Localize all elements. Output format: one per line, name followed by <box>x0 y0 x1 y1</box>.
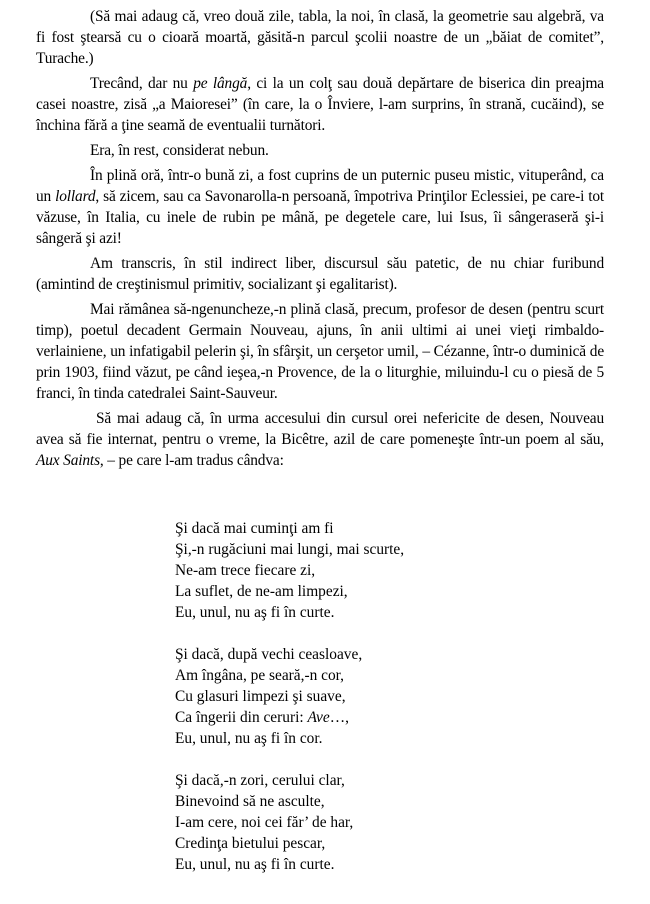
paragraph-text: Trecând, dar nu <box>90 75 194 92</box>
paragraph-text: Să mai adaug că, în urma accesului din cursul orei nefericite de desen, Nouveau avea să fie internat, pentru o vreme, la Bicêtre, azil de care pomeneşte într-un poem al său, <box>36 410 604 448</box>
poem-line-text: Ca îngerii din ceruri: <box>175 709 308 726</box>
paragraph-text: Mai rămânea să-ngenuncheze,-n plină clasă, precum, profesor de desen (pentru scurt timp), poetul decadent Germain Nouveau, ajuns, în anii ultimi ai unei vieţi rimbaldo-verlainiene, un infatigabil pelerin şi, în sfârşit, un cerşetor umil, – Cézanne, într-o duminică de prin 1903, fiind văzut, pe când ieşea,-n Provence, de la o liturghie, miluindu-l cu o piesă de 5 franci, în tinda catedralei Saint-Sauveur. <box>36 301 604 402</box>
paragraph-nouveau <box>36 299 604 404</box>
paragraph-text: Era, în rest, considerat nebun. <box>90 142 269 159</box>
paragraph-text: Am transcris, în stil indirect liber, discursul său patetic, de nu chiar furibund (amintind de creştinismul primitiv, socializant şi egalitarist). <box>36 255 604 293</box>
paragraph-transcribed <box>36 253 604 295</box>
poem-stanza-3 <box>175 770 404 875</box>
poem-line: Eu, unul, nu aş fi în curte. <box>175 604 335 621</box>
poem-stanza-1 <box>175 518 404 623</box>
poem-line: Eu, unul, nu aş fi în cor. <box>175 730 323 747</box>
poem <box>175 518 404 896</box>
paragraph-mystic <box>36 165 604 249</box>
poem-line: Credinţa bietului pescar, <box>175 835 326 852</box>
italic-phrase: pe lângă <box>193 75 248 92</box>
paragraph-text: (Să mai adaug că, vreo două zile, tabla, la noi, în clasă, la geometrie sau algebră, va fi fost ştearsă cu o cioară moartă, găsită-n parcul şcolii noastre de un „băiat de comitet”, Turache.) <box>36 8 604 67</box>
poem-line: Şi dacă mai cuminţi am fi <box>175 520 334 537</box>
poem-line: La suflet, de ne-am limpezi, <box>175 583 348 600</box>
italic-phrase: lollard <box>55 188 96 205</box>
paragraph-text: , – pe care l-am tradus cândva: <box>99 452 284 469</box>
italic-word: Ave <box>307 709 330 726</box>
document-page <box>36 6 604 475</box>
poem-line: Am îngâna, pe seară,-n cor, <box>175 667 345 684</box>
paragraph-bicetre <box>36 408 604 471</box>
paragraph-text: , ci la un colţ sau două depărtare de biserica din preajma casei noastre, zisă „a Maioresei” (în care, la o Înviere, l-am surprins, în strană, cucăind), se închina fără a ţine seamă de eventualii turnători. <box>36 75 604 134</box>
italic-title: Aux Saints <box>36 452 100 469</box>
poem-line: I-am cere, noi cei făr’ de har, <box>175 814 354 831</box>
poem-line: Şi dacă,-n zori, cerului clar, <box>175 772 345 789</box>
poem-line: Şi,-n rugăciuni mai lungi, mai scurte, <box>175 541 405 558</box>
poem-stanza-2 <box>175 644 404 749</box>
paragraph-crazy <box>36 140 604 161</box>
poem-line: Şi dacă, după vechi ceasloave, <box>175 646 363 663</box>
paragraph-chalkboard <box>36 6 604 69</box>
paragraph-text: În plină oră, într-o bună zi, a fost cuprins de un puternic puseu mistic, vituperând, ca un <box>36 167 604 205</box>
paragraph-text: , să zicem, sau ca Savonarolla-n persoană, împotriva Prinţilor Eclessiei, pe care-i tot văzuse, în Italia, cu inele de rubin pe mână, pe degetele care, lui Isus, îi sângeraseră şi-i sângeră şi azi! <box>36 188 605 247</box>
paragraph-church <box>36 73 604 136</box>
poem-line-tail: …, <box>329 709 349 726</box>
poem-line: Cu glasuri limpezi şi suave, <box>175 688 346 705</box>
poem-line: Ne-am trece fiecare zi, <box>175 562 316 579</box>
poem-line <box>175 707 404 728</box>
poem-line: Binevoind să ne asculte, <box>175 793 325 810</box>
poem-line: Eu, unul, nu aş fi în curte. <box>175 856 335 873</box>
